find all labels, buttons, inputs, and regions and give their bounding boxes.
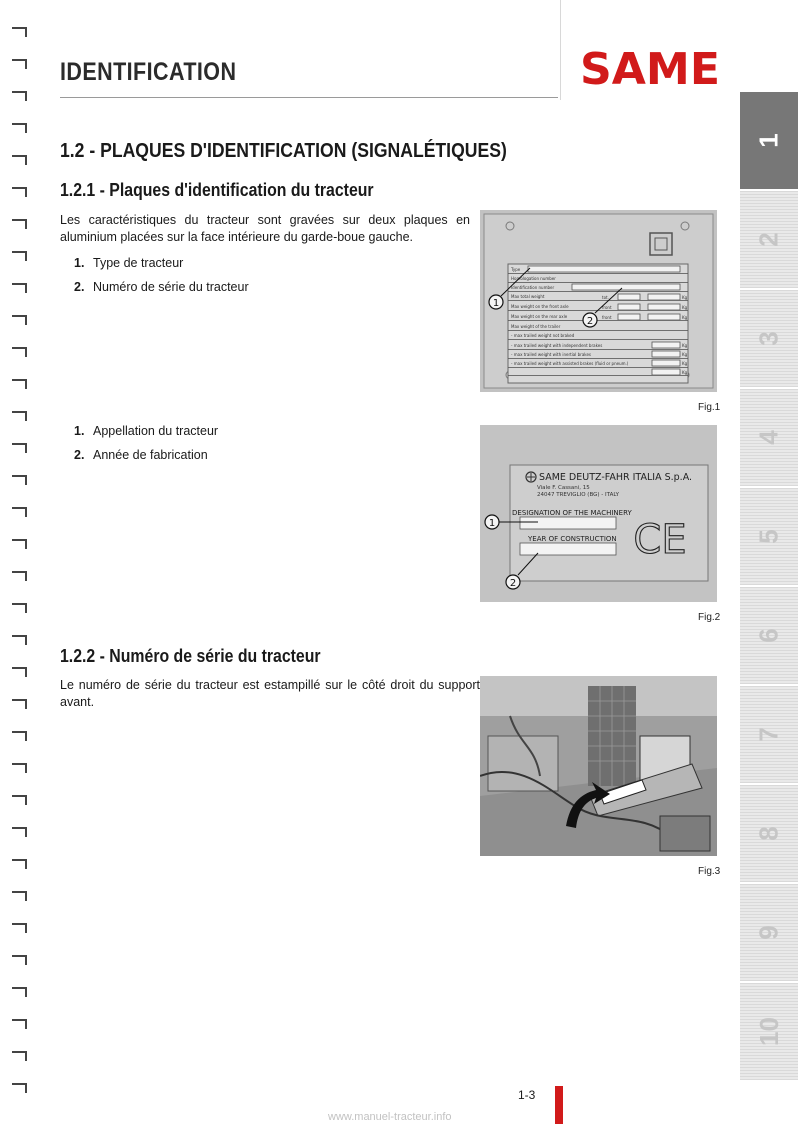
chapter-tab-label: 5 bbox=[753, 529, 784, 544]
binding-hole bbox=[10, 602, 30, 614]
list-text: Année de fabrication bbox=[93, 448, 208, 462]
fig1-row-label: Identification number bbox=[511, 285, 555, 290]
binding-hole bbox=[10, 634, 30, 646]
fig1-unit: Kg bbox=[682, 352, 688, 357]
binding-hole bbox=[10, 986, 30, 998]
binding-hole bbox=[10, 314, 30, 326]
fig2-field-2: YEAR OF CONSTRUCTION bbox=[528, 535, 617, 543]
chapter-tab-3[interactable] bbox=[740, 290, 798, 387]
binding-hole bbox=[10, 506, 30, 518]
chapter-tab-label: 10 bbox=[753, 1017, 784, 1046]
binding-hole bbox=[10, 858, 30, 870]
list-number: 2. bbox=[74, 448, 85, 462]
list-text: Type de tracteur bbox=[93, 256, 184, 270]
chapter-tab-6[interactable] bbox=[740, 587, 798, 684]
figure-2-label: Fig.2 bbox=[698, 612, 721, 623]
list-item bbox=[74, 448, 218, 472]
chapter-tab-label: 6 bbox=[753, 628, 784, 643]
serial-paragraph: Le numéro de série du tracteur est estampillé sur le côté droit du support avant. bbox=[60, 678, 480, 709]
intro-paragraph: Les caractéristiques du tracteur sont gravées sur deux plaques en aluminium placées sur la face intérieure du garde-boue gauche. bbox=[60, 213, 470, 244]
binding-hole bbox=[10, 218, 30, 230]
fig1-callout-2: 2 bbox=[586, 316, 594, 327]
fig1-axle-label: tot. bbox=[602, 295, 609, 300]
fig2-address-1: Viale F. Cassani, 15 bbox=[537, 485, 590, 491]
binding-hole bbox=[10, 730, 30, 742]
chapter-tab-1[interactable] bbox=[740, 92, 798, 189]
header-rule bbox=[60, 97, 558, 98]
figure-3-label: Fig.3 bbox=[698, 866, 721, 877]
chapter-tab-label: 9 bbox=[753, 925, 784, 940]
plate2-legend bbox=[74, 424, 218, 472]
fig1-row-label: Max weight on the rear axle bbox=[511, 314, 568, 319]
list-number: 2. bbox=[74, 280, 85, 294]
same-logo bbox=[578, 44, 722, 90]
chapter-tab-label: 7 bbox=[753, 727, 784, 742]
binding-hole bbox=[10, 1050, 30, 1062]
binding-hole bbox=[10, 90, 30, 102]
binding-hole bbox=[10, 58, 30, 70]
list-text: Appellation du tracteur bbox=[93, 424, 219, 438]
fig2-address-2: 24047 TREVIGLIO (BG) - ITALY bbox=[537, 492, 620, 498]
binding-hole bbox=[10, 26, 30, 38]
binding-hole bbox=[10, 890, 30, 902]
binding-hole bbox=[10, 666, 30, 678]
binding-hole bbox=[10, 186, 30, 198]
binding-hole bbox=[10, 570, 30, 582]
binding-hole bbox=[10, 442, 30, 454]
list-item bbox=[74, 424, 218, 448]
fig2-callout-1: 1 bbox=[488, 518, 496, 529]
fig1-row-label: - max trailed weight with inertial brakes bbox=[511, 352, 591, 357]
binding-hole bbox=[10, 122, 30, 134]
chapter-tab-9[interactable] bbox=[740, 884, 798, 981]
chapter-tab-5[interactable] bbox=[740, 488, 798, 585]
binding-hole bbox=[10, 378, 30, 390]
chapter-tab-10[interactable] bbox=[740, 983, 798, 1080]
list-number: 1. bbox=[74, 424, 85, 438]
plate1-legend bbox=[74, 256, 249, 304]
list-item bbox=[74, 256, 249, 280]
binding-hole bbox=[10, 826, 30, 838]
fig1-unit: Kg bbox=[682, 295, 688, 300]
binding-hole bbox=[10, 538, 30, 550]
fig1-row-label: - max trailed weight with assisted brakes (fluid or pneum.) bbox=[511, 361, 629, 366]
binding-hole bbox=[10, 954, 30, 966]
fig1-row-label: Max total weight bbox=[511, 294, 545, 299]
fig2-company: SAME DEUTZ-FAHR ITALIA S.p.A. bbox=[539, 472, 693, 483]
binding-hole bbox=[10, 282, 30, 294]
chapter-tab-label: 8 bbox=[753, 826, 784, 841]
fig1-row-label: - max trailed weight not braked bbox=[511, 333, 575, 338]
chapter-tab-label: 2 bbox=[753, 232, 784, 247]
chapter-tab-label: 4 bbox=[753, 430, 784, 445]
figure-3-front-support-photo bbox=[480, 676, 717, 856]
fig2-callout-2: 2 bbox=[509, 578, 517, 589]
figure-1-id-plate bbox=[480, 210, 717, 392]
fig1-axle-label: front bbox=[602, 315, 612, 320]
binding-hole bbox=[10, 1018, 30, 1030]
page-header-title: IDENTIFICATION bbox=[60, 58, 237, 86]
watermark: www.manuel-tracteur.info bbox=[328, 1111, 452, 1123]
binding-hole bbox=[10, 1082, 30, 1094]
fig1-callout-1: 1 bbox=[492, 298, 500, 309]
section-title: 1.2 - PLAQUES D'IDENTIFICATION (SIGNALÉTIQUES) bbox=[60, 140, 507, 162]
binding-hole bbox=[10, 762, 30, 774]
binding-hole bbox=[10, 794, 30, 806]
subsection-title-plates: 1.2.1 - Plaques d'identification du tracteur bbox=[60, 180, 374, 200]
fig1-unit: Kg bbox=[682, 370, 688, 375]
fig1-row-label: Type bbox=[511, 267, 521, 272]
chapter-tab-label: 3 bbox=[753, 331, 784, 346]
fig1-row-label: Max weight on the front axle bbox=[511, 304, 569, 309]
page-number: 1-3 bbox=[518, 1088, 536, 1102]
binding-hole bbox=[10, 474, 30, 486]
figure-1-label: Fig.1 bbox=[698, 402, 721, 413]
binding-hole bbox=[10, 346, 30, 358]
chapter-tab-2[interactable] bbox=[740, 191, 798, 288]
list-item bbox=[74, 280, 249, 304]
fig1-unit: Kg bbox=[682, 315, 688, 320]
fig1-row-label: Max weight of the trailer bbox=[511, 324, 561, 329]
fig1-unit: Kg bbox=[682, 361, 688, 366]
binding-hole bbox=[10, 410, 30, 422]
fig1-unit: Kg bbox=[682, 343, 688, 348]
chapter-tab-8[interactable] bbox=[740, 785, 798, 882]
chapter-tab-label: 1 bbox=[753, 133, 784, 148]
figure-2-ce-plate bbox=[480, 425, 717, 602]
subsection-title-serial: 1.2.2 - Numéro de série du tracteur bbox=[60, 646, 321, 666]
chapter-tab-4[interactable] bbox=[740, 389, 798, 486]
binding-hole bbox=[10, 922, 30, 934]
fig1-axle-label: front bbox=[602, 305, 612, 310]
fig2-ce-mark: CE bbox=[633, 517, 687, 563]
chapter-tab-7[interactable] bbox=[740, 686, 798, 783]
fig2-field-1: DESIGNATION OF THE MACHINERY bbox=[512, 509, 632, 517]
binding-hole bbox=[10, 698, 30, 710]
binding-hole bbox=[10, 250, 30, 262]
binding-holes bbox=[0, 0, 40, 1124]
header-divider bbox=[560, 0, 561, 100]
list-number: 1. bbox=[74, 256, 85, 270]
fig1-row-label: Homologation number bbox=[511, 276, 556, 281]
binding-hole bbox=[10, 154, 30, 166]
page-marker-bar bbox=[555, 1086, 563, 1124]
fig1-row-label: - max trailed weight with independent brakes bbox=[511, 343, 603, 348]
fig1-unit: Kg bbox=[682, 305, 688, 310]
brand-logo-text: SAME bbox=[580, 44, 720, 90]
list-text: Numéro de série du tracteur bbox=[93, 280, 249, 294]
